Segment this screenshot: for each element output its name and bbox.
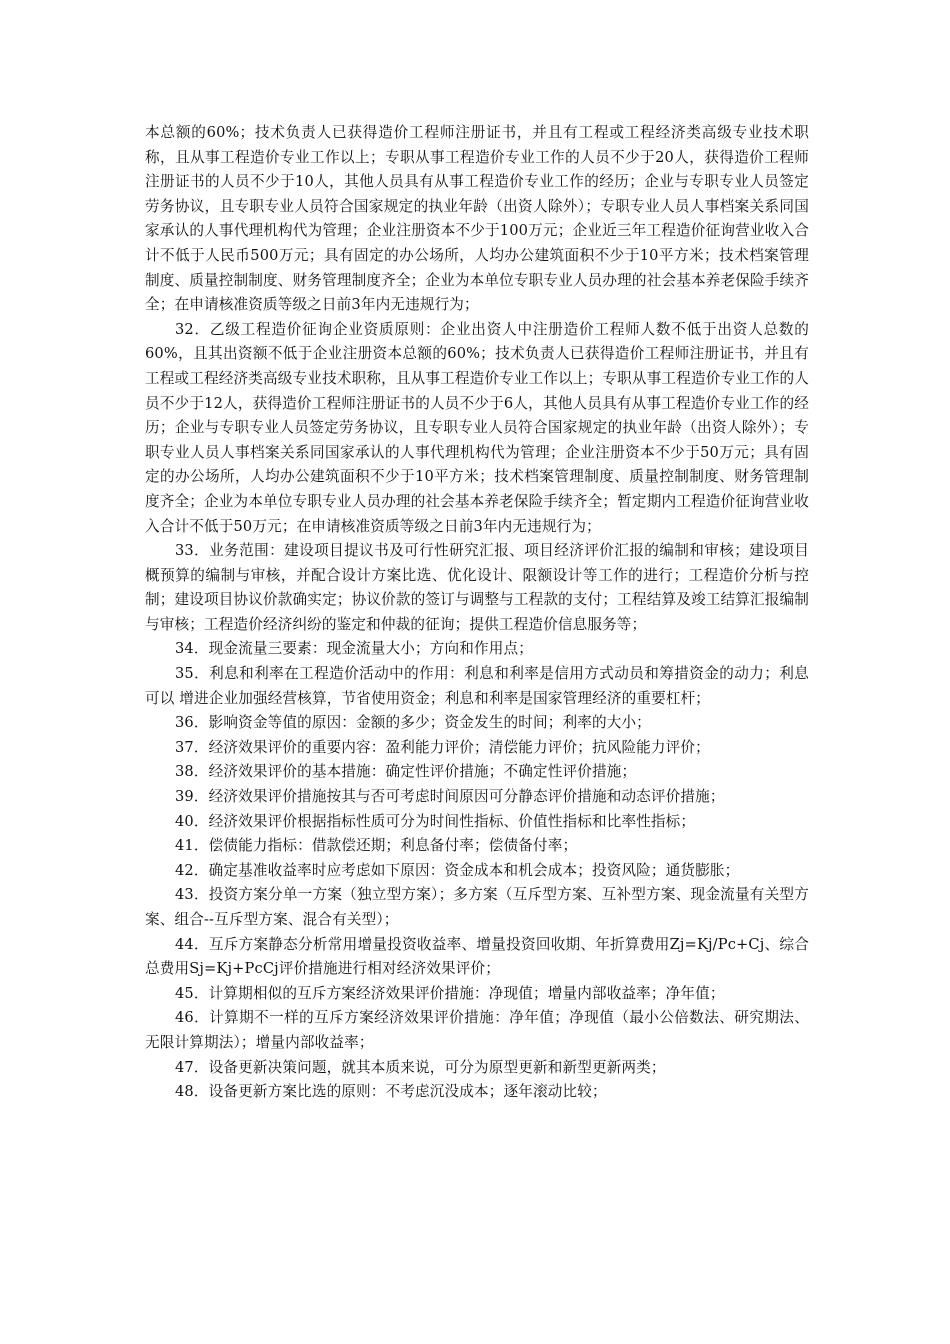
paragraph-36: 36．影响资金等值的原因：金额的多少；资金发生的时间；利率的大小； xyxy=(175,714,651,732)
paragraph-34: 34．现金流量三要素：现金流量大小；方向和作用点； xyxy=(175,640,533,658)
paragraph-41: 41．偿债能力指标：借款偿还期；利息备付率；偿债备付率； xyxy=(175,837,578,855)
paragraph-37: 37．经济效果评价的重要内容：盈利能力评价；清偿能力评价；抗风险能力评价； xyxy=(175,738,710,756)
paragraph-45: 45．计算期相似的互斥方案经济效果评价措施：净现值；增量内部收益率；净年值； xyxy=(175,984,725,1002)
paragraph-32: 32．乙级工程造价征询企业资质原则：企业出资人中注册造价工程师人数不低于出资人总数的60%，且其出资额不低于企业注册资本总额的60%；技术负责人已获得造价工程师注册证书，并且有工程或工程经济类高级专业技术职称，且从事工程造价专业工作以上；专职从事工程造价专业工作的人员不少于12人，获得造价工程师注册证书的人员不少于6人，其他人员具有从事工程造价专业工作的经历；企业与专职专业人员签定劳务协议，且专职专业人员符合国家规定的执业年龄（出资人除外）；专职专业人员人事档案关系同国家承认的人事代理机构代为管理；企业注册资本不少于50万元；具有固定的办公场所，人均办公建筑面积不少于10平方米；技术档案管理制度、质量控制制度、财务管理制度齐全；企业为本单位专职专业人员办理的社会基本养老保险手续齐全；暂定期内工程造价征询营业收入合计不低于50万元；在申请核准资质等级之日前3年内无违规行为； xyxy=(145,320,809,535)
paragraph-continuation: 本总额的60%；技术负责人已获得造价工程师注册证书，并且有工程或工程经济类高级专业技术职称，且从事工程造价专业工作以上；专职从事工程造价专业工作的人员不少于20人，获得造价工程师注册证书的人员不少于10人，其他人员具有从事工程造价专业工作的经历；企业与专职专业人员签定劳务协议，且专职专业人员符合国家规定的执业年龄（出资人除外）；专职专业人员人事档案关系同国家承认的人事代理机构代为管理；企业注册资本不少于100万元；企业近三年工程造价征询营业收入合计不低于人民币500万元；具有固定的办公场所，人均办公建筑面积不少于10平方米；技术档案管理制度、质量控制制度、财务管理制度齐全；企业为本单位专职专业人员办理的社会基本养老保险手续齐全；在申请核准资质等级之日前3年内无违规行为； xyxy=(145,124,809,314)
paragraph-43: 43．投资方案分单一方案（独立型方案）；多方案（互斥型方案、互补型方案、现金流量有关型方案、组合--互斥型方案、混合有关型）； xyxy=(145,886,809,928)
document-page xyxy=(145,121,809,1105)
paragraph-40: 40．经济效果评价根据指标性质可分为时间性指标、价值性指标和比率性指标； xyxy=(175,812,696,830)
paragraph-48: 48．设备更新方案比选的原则：不考虑沉没成本；逐年滚动比较； xyxy=(175,1083,607,1101)
paragraph-47: 47．设备更新决策问题，就其本质来说，可分为原型更新和新型更新两类； xyxy=(175,1058,666,1076)
paragraph-44: 44．互斥方案静态分析常用增量投资收益率、增量投资回收期、年折算费用Zj=Kj/Pc+Cj、综合总费用Sj=Kj+PcCj评价措施进行相对经济效果评价； xyxy=(145,935,809,978)
paragraph-42: 42．确定基准收益率时应考虑如下原因：资金成本和机会成本；投资风险；通货膨胀； xyxy=(175,861,740,879)
paragraph-33: 33．业务范围：建设项目提议书及可行性研究汇报、项目经济评价汇报的编制和审核；建设项目概预算的编制与审核，并配合设计方案比选、优化设计、限额设计等工作的进行；工程造价分析与控制；建设项目协议价款确实定；协议价款的签订与调整与工程款的支付；工程结算及竣工结算汇报编制与审核；工程造价经济纠纷的鉴定和仲裁的征询；提供工程造价信息服务等； xyxy=(145,542,809,633)
paragraph-38: 38．经济效果评价的基本措施：确定性评价措施；不确定性评价措施； xyxy=(175,763,637,781)
paragraph-39: 39．经济效果评价措施按其与否可考虑时间原因可分静态评价措施和动态评价措施； xyxy=(175,788,725,806)
paragraph-46: 46．计算期不一样的互斥方案经济效果评价措施：净年值；净现值（最小公倍数法、研究期法、无限计算期法）；增量内部收益率； xyxy=(145,1009,809,1051)
paragraph-35: 35．利息和利率在工程造价活动中的作用：利息和利率是信用方式动员和筹措资金的动力；利息可以 增进企业加强经营核算，节省使用资金；利息和利率是国家管理经济的重要杠杆； xyxy=(145,665,809,707)
